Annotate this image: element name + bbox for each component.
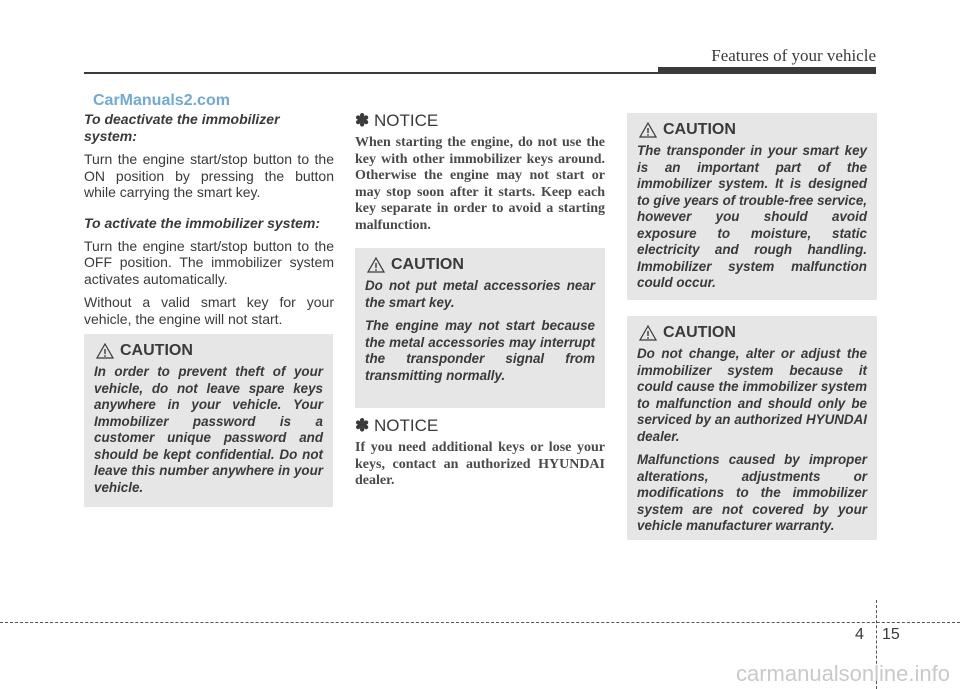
caution-title: CAUTION	[663, 121, 736, 138]
caution-text-2: Malfunctions caused by improper alterations, adjustments or modifications to the immobilizer system are not covered by your vehicle manufacturer warranty.	[637, 452, 867, 533]
caution-box-alteration	[627, 316, 877, 540]
caution-text-2: The engine may not start because the metal accessories may interrupt the transponder signal from transmitting normally.	[365, 318, 595, 383]
notice-text: When starting the engine, do not use the key with other immobilizer keys around. Otherwise the engine may not start or may stop soon after it starts. Keep each key separate in order to avoid a starting malfunction.	[355, 135, 605, 233]
deactivate-text: Turn the engine start/stop button to the ON position by pressing the button while carrying the smart key.	[84, 151, 334, 200]
no-key-text: Without a valid smart key for your vehicle, the engine will not start.	[84, 294, 334, 327]
notice-symbol-icon: ✽	[355, 111, 370, 130]
warning-triangle-icon	[96, 343, 114, 359]
section-title: Features of your vehicle	[711, 46, 876, 65]
watermark-top: CarManuals2.com	[93, 92, 230, 109]
column-left	[84, 111, 334, 334]
notice-heading	[355, 416, 605, 436]
page-number: 15	[882, 626, 900, 643]
header-rule-thick	[658, 67, 876, 74]
caution-box-theft	[84, 334, 333, 507]
activate-text: Turn the engine start/stop button to the OFF position. The immobilizer system activates automatically.	[84, 237, 334, 287]
caution-box-transponder	[627, 113, 877, 300]
caution-title: CAUTION	[391, 256, 464, 273]
notice-additional-keys	[355, 416, 605, 490]
caution-header	[367, 256, 595, 274]
notice-heading	[355, 111, 605, 131]
notice-text: If you need additional keys or lose your keys, contact an authorized HYUNDAI dealer.	[355, 440, 605, 488]
caution-text-1: Do not put metal accessories near the smart key.	[365, 278, 595, 310]
caution-header	[639, 121, 867, 139]
caution-header	[639, 324, 867, 342]
notice-title: NOTICE	[373, 111, 439, 130]
chapter-number: 4	[855, 626, 864, 643]
warning-triangle-icon	[367, 257, 385, 273]
caution-text: The transponder in your smart key is an important part of the immobilizer system. It is designed to give years of trouble-free service, however you should avoid exposure to moisture, static electricity and rough handling. Immobilizer system malfunction could occur.	[637, 143, 867, 290]
caution-title: CAUTION	[663, 324, 736, 341]
warning-triangle-icon	[639, 122, 657, 138]
notice-title: NOTICE	[373, 416, 439, 435]
caution-text-1: Do not change, alter or adjust the immobilizer system because it could cause the immobilizer system to malfunction and should only be serviced by an authorized HYUNDAI dealer.	[637, 346, 867, 444]
caution-title: CAUTION	[120, 342, 193, 359]
column-middle	[355, 111, 605, 234]
caution-box-metal	[355, 248, 605, 408]
caution-text: In order to prevent theft of your vehicle, do not leave spare keys anywhere in your vehicle. Your Immobilizer password is a customer unique password and should be kept confidential. Do not leave this number anywhere in your vehicle.	[94, 364, 323, 495]
notice-symbol-icon: ✽	[355, 416, 370, 435]
watermark-bottom: carmanualsonline.info	[735, 661, 950, 686]
footer-divider	[0, 622, 960, 623]
activate-heading: To activate the immobilizer system:	[84, 214, 320, 231]
caution-header	[96, 342, 323, 360]
warning-triangle-icon	[639, 325, 657, 341]
deactivate-heading: To deactivate the immobilizer system:	[84, 111, 280, 144]
header-rule-thin	[84, 72, 658, 74]
